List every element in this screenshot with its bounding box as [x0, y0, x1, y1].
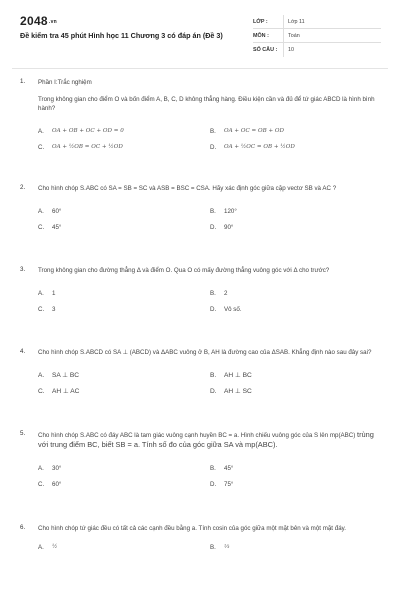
option-d[interactable] — [210, 303, 382, 315]
question-4 — [20, 348, 382, 410]
option-text: AH ⊥ BC — [224, 372, 252, 379]
option-text: 60° — [52, 480, 62, 488]
option-text: AH ⊥ SC — [224, 388, 252, 395]
option-label: B. — [210, 371, 217, 379]
meta-value: Toán — [283, 29, 381, 42]
option-label: C. — [38, 387, 45, 395]
question-number: 6. — [20, 524, 26, 531]
option-a[interactable] — [38, 458, 210, 478]
question-text: Cho hình chóp S.ABCD có SA ⊥ (ABCD) và ΔABC vuông ở B, AH là đường cao của ΔSAB. Khẳng định nào sau đây sai? — [38, 349, 372, 356]
option-text: 3 — [52, 305, 56, 313]
document-header — [0, 0, 400, 64]
site-logo[interactable] — [20, 14, 57, 28]
option-a[interactable] — [38, 365, 210, 385]
question-1 — [20, 78, 382, 164]
question-text: Cho hình chóp S.ABC có SA = SB = SC và ASB = BSC = CSA. Hãy xác định góc giữa cặp vectơ SB và AC ? — [38, 185, 337, 192]
option-label: D. — [210, 305, 217, 313]
option-b[interactable] — [210, 121, 382, 141]
question-text: Cho hình chóp tứ giác đều có tất cả các cạnh đều bằng a. Tính cosin của góc giữa một mặt bên và một mặt đáy. — [38, 525, 346, 532]
option-text: 30° — [52, 464, 62, 472]
option-text: 90° — [224, 223, 234, 231]
section-title: Phần I:Trắc nghiệm — [38, 79, 92, 86]
option-a[interactable] — [38, 121, 210, 141]
option-text: 45° — [224, 464, 234, 472]
question-number: 2. — [20, 184, 26, 191]
option-label: C. — [38, 305, 45, 313]
answer-options — [38, 541, 382, 553]
answer-options — [38, 201, 382, 233]
header-divider — [12, 68, 388, 69]
option-label: A. — [38, 371, 45, 379]
option-text: SA ⊥ BC — [52, 372, 79, 379]
question-text-part: Cho hình chóp S.ABC có đáy ABC là tam giác vuông cạnh huyền BC = a. Hình chiếu vuông góc của S lên mp(ABC) — [38, 432, 358, 439]
option-label: D. — [210, 223, 217, 231]
question-5 — [20, 430, 382, 506]
option-b[interactable] — [210, 365, 382, 385]
option-text: 1 — [52, 289, 56, 297]
question-text: Trong không gian cho đường thẳng Δ và điểm O. Qua O có mấy đường thẳng vuông góc với Δ cho trước? — [38, 267, 330, 274]
meta-row-class — [253, 15, 381, 29]
option-label: B. — [210, 127, 216, 135]
meta-row-count — [253, 43, 381, 57]
option-c[interactable] — [38, 221, 210, 233]
option-d[interactable] — [210, 141, 382, 153]
option-text: OA + OB + OC + OD = 0 — [52, 128, 124, 134]
option-text: 45° — [52, 223, 62, 231]
option-c[interactable] — [38, 385, 210, 397]
option-a[interactable] — [38, 283, 210, 303]
question-6 — [20, 524, 382, 574]
option-label: A. — [38, 289, 44, 297]
option-label: A. — [38, 207, 44, 215]
option-c[interactable] — [38, 303, 210, 315]
option-text: ⅓ — [224, 544, 230, 550]
option-label: A. — [38, 127, 44, 135]
option-label: B. — [210, 543, 216, 551]
answer-options — [38, 458, 382, 490]
option-label: D. — [210, 143, 217, 151]
option-b[interactable] — [210, 458, 382, 478]
option-b[interactable] — [210, 541, 382, 553]
question-3 — [20, 266, 382, 328]
option-label: D. — [210, 387, 217, 395]
meta-table — [253, 15, 381, 57]
logo-tld: .vn — [48, 18, 58, 25]
option-c[interactable] — [38, 478, 210, 490]
option-text: Vô số. — [224, 305, 242, 313]
option-text: 120° — [224, 207, 237, 215]
meta-label: LỚP : — [253, 18, 268, 25]
option-text: ½ — [52, 544, 58, 550]
option-text: OA + ½OC = OB + ½OD — [224, 144, 295, 150]
option-label: A. — [38, 543, 44, 551]
meta-label: SỐ CÂU : — [253, 47, 278, 53]
option-text: AH ⊥ AC — [52, 388, 80, 395]
option-label: B. — [210, 207, 216, 215]
option-c[interactable] — [38, 141, 210, 153]
question-list — [0, 78, 400, 574]
meta-row-subject — [253, 29, 381, 43]
option-label: A. — [38, 464, 44, 472]
meta-value: Lớp 11 — [283, 15, 381, 28]
option-b[interactable] — [210, 283, 382, 303]
question-text-part: trùng với trung điểm BC, biết SB = a. Tính số đo của góc giữa SA và mp(ABC). — [38, 430, 374, 449]
meta-label: MÔN : — [253, 32, 269, 39]
option-d[interactable] — [210, 385, 382, 397]
option-label: C. — [38, 143, 45, 151]
option-a[interactable] — [38, 201, 210, 221]
option-d[interactable] — [210, 478, 382, 490]
option-text: OA + ½OB = OC + ½OD — [52, 144, 123, 150]
question-number: 1. — [20, 78, 26, 85]
question-number: 5. — [20, 430, 26, 437]
question-text — [38, 430, 382, 450]
answer-options — [38, 283, 382, 315]
option-d[interactable] — [210, 221, 382, 233]
option-label: C. — [38, 223, 45, 231]
question-text: Trong không gian cho điểm O và bốn điểm A, B, C, D không thẳng hàng. Điều kiện cần và đủ để tứ giác ABCD là hình bình hành? — [38, 96, 375, 112]
answer-options — [38, 365, 382, 397]
option-label: B. — [210, 289, 216, 297]
logo-text: 2048 — [20, 14, 48, 28]
option-b[interactable] — [210, 201, 382, 221]
option-a[interactable] — [38, 541, 210, 553]
question-number: 3. — [20, 266, 26, 273]
option-label: D. — [210, 480, 217, 488]
page-title: Đề kiểm tra 45 phút Hình học 11 Chương 3 có đáp án (Đề 3) — [20, 31, 223, 40]
option-text: 75° — [224, 480, 234, 488]
option-text: 60° — [52, 207, 62, 215]
option-label: B. — [210, 464, 216, 472]
option-label: C. — [38, 480, 45, 488]
meta-value: 10 — [283, 43, 381, 57]
question-2 — [20, 184, 382, 246]
option-text: 2 — [224, 289, 228, 297]
option-text: OA + OC = OB + OD — [224, 128, 284, 134]
question-number: 4. — [20, 348, 26, 355]
answer-options — [38, 121, 382, 153]
